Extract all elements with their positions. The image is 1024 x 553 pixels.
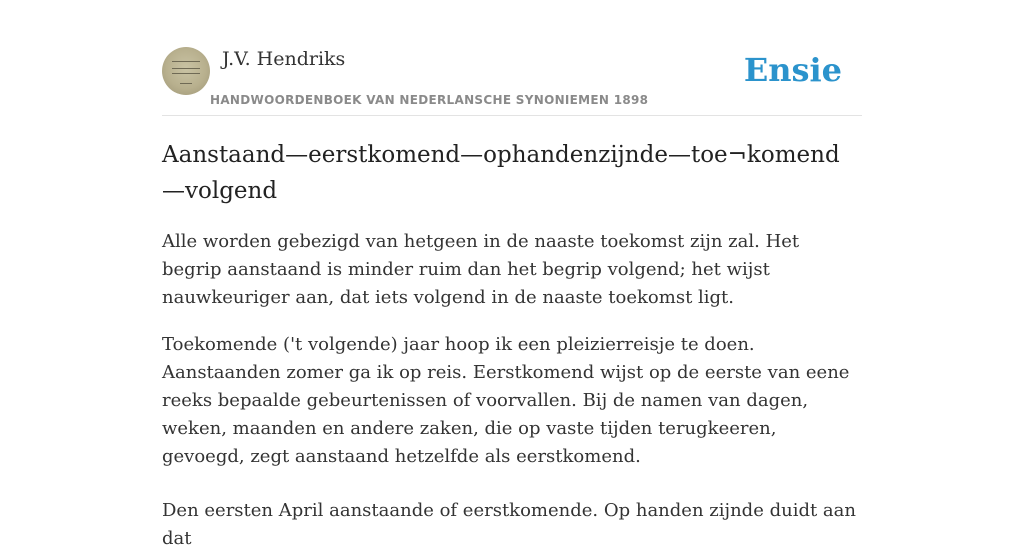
article-title: Aanstaand—eerstkomend—ophandenzijnde—toe¬komend—volgend [162, 142, 840, 204]
divider [162, 115, 862, 116]
header [162, 47, 862, 116]
article-paragraph: Toekomende ('t volgende) jaar hoop ik een pleizierreisje te doen. Aanstaanden zomer ga ik op reis. Eerstkomend wijst op de eerste van eene reeks bepaalde gebeurtenissen of voorvallen. Bij de namen van dagen, weken, maanden en andere zaken, die op vaste tijden terugkeeren, gevoegd, zegt aanstaand hetzelfde als eerstkomend. [162, 334, 850, 467]
author-name[interactable]: J.V. Hendriks [222, 48, 346, 70]
book-cover-avatar[interactable] [162, 47, 210, 95]
source-title[interactable]: HANDWOORDENBOEK VAN NEDERLANSCHE SYNONIEMEN 1898 [210, 93, 649, 107]
article-paragraph: Den eersten April aanstaande of eerstkomende. Op handen zijnde duidt aan dat [162, 500, 856, 549]
brand-logo[interactable]: Ensie [743, 51, 842, 89]
article-paragraph: Alle worden gebezigd van hetgeen in de naaste toekomst zijn zal. Het begrip aanstaand is minder ruim dan het begrip volgend; het wijst nauwkeuriger aan, dat iets volgend in de naaste toekomst ligt. [162, 231, 800, 308]
